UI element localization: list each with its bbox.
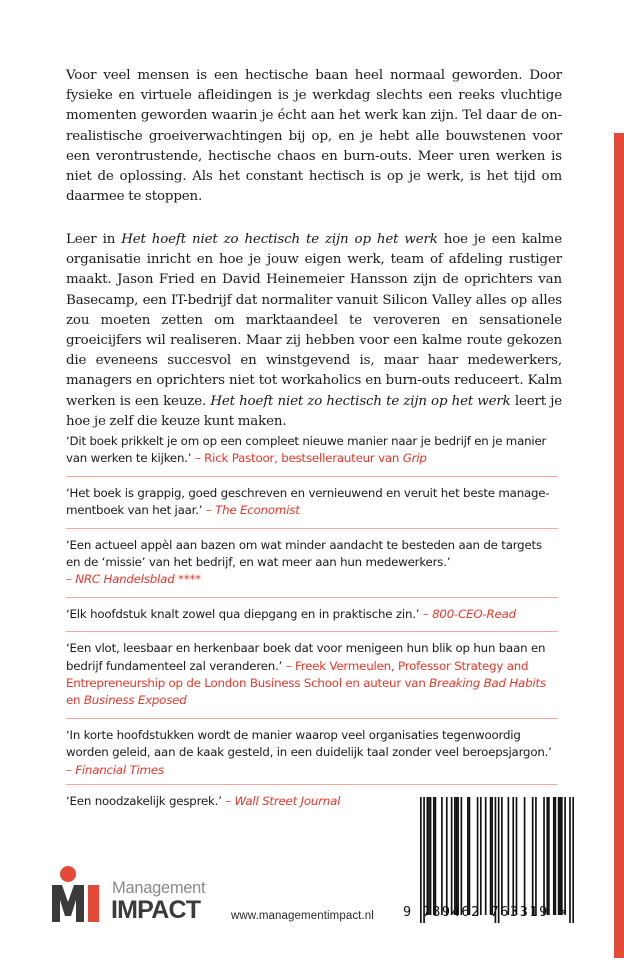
logo-red-dot xyxy=(60,866,76,882)
barcode-bar xyxy=(441,797,443,915)
review-quote xyxy=(66,727,558,787)
barcode-bar xyxy=(561,797,563,915)
quote-text: ‘Een vlot, leesbaar en herkenbaar boek dat voor menigeen hun blik op hun baan en bedrijf fundamenteel zal veranderen.’ xyxy=(66,641,546,673)
barcode-bar xyxy=(572,797,574,923)
barcode-bar xyxy=(477,797,479,915)
blurb-paragraph-1: Voor veel mensen is een hectische baan heel normaal geworden. Door fysieke en virtuele afleidingen is je werkdag slechts een reeks vluchtige momenten geworden waarin je écht aan het werk kan zijn. Tel daar de onrealistische groeiverwachtingen bij op, en je hebt alle bouwstenen voor een verontrustende, hectische chaos en burn-outs. Meer uren werken is niet de oplossing. Als het constant hectisch is op je werk, is het tijd om daarmee te stoppen. xyxy=(66,68,562,205)
logo-letter-i xyxy=(88,885,99,922)
logo-text-impact: IMPACT xyxy=(111,896,201,924)
review-quote xyxy=(66,433,558,477)
barcode-bar xyxy=(435,797,437,915)
quote-text: ‘In korte hoofdstukken wordt de manier waarop veel organisaties tegenwoordig worden geleid, aan de kaak gesteld, in een duidelijk taal zonder veel beroepsjargon.’ xyxy=(66,727,552,760)
barcode-bar xyxy=(461,797,463,915)
review-quote xyxy=(66,537,558,598)
publisher-website[interactable]: www.managementimpact.nl xyxy=(231,910,374,922)
logo-text-management: Management xyxy=(112,879,206,897)
quote-text: ‘Een noodzakelijk gesprek.’ xyxy=(66,794,226,808)
barcode-bar xyxy=(491,797,493,915)
quote-attribution: – 800-CEO-Read xyxy=(422,606,516,621)
barcode-bar xyxy=(559,797,561,915)
attribution-title: Breaking Bad Habits xyxy=(429,676,546,691)
attribution-text: en xyxy=(66,693,84,708)
barcode-bar xyxy=(558,797,560,915)
barcode-bar xyxy=(553,797,555,915)
quote-attribution: – NRC Handelsblad **** xyxy=(66,572,201,587)
isbn-number: 9 789462 763319 > xyxy=(403,904,569,920)
quote-attribution xyxy=(195,451,427,465)
review-quote xyxy=(66,606,558,632)
quote-text: ‘Elk hoofdstuk knalt zowel qua diepgang en in praktische zin.’ xyxy=(66,606,423,621)
barcode-bar xyxy=(524,797,526,915)
barcode-bar xyxy=(485,797,487,915)
barcode-bar xyxy=(548,797,550,915)
blurb-text: leert je hoe je zelf die keuze kunt maken. xyxy=(66,393,562,429)
side-accent-bar xyxy=(614,133,624,958)
attribution-text: – Rick Pastoor, bestsellerauteur van xyxy=(194,451,403,466)
barcode-bar xyxy=(454,797,456,915)
barcode-bar xyxy=(467,797,469,915)
barcode-bar xyxy=(569,797,571,923)
barcode-bar xyxy=(480,797,482,915)
quote-attribution: – Financial Times xyxy=(66,762,164,777)
barcode-bar xyxy=(535,797,537,915)
barcode-bar xyxy=(426,797,428,915)
quote-text: ‘Een actueel appèl aan bazen om wat minder aandacht te besteden aan de targets en de ‘missie’ van het bedrijf, en wat meer aan hun medewerkers.’ xyxy=(66,537,542,570)
blurb-text: Leer in xyxy=(66,232,122,247)
publisher-logo xyxy=(52,864,222,924)
quote-text: ‘Dit boek prikkelt je om op een compleet nieuwe manier naar je bedrijf en je manier van werken te kijken.’ xyxy=(66,434,547,466)
review-quotes xyxy=(66,433,558,795)
barcode-bar xyxy=(428,797,430,915)
barcode-bar xyxy=(508,797,510,915)
review-quote xyxy=(66,485,558,529)
review-quote xyxy=(66,640,558,719)
barcode-bar xyxy=(543,797,545,915)
attribution-title: Grip xyxy=(402,451,427,466)
quote-text: ‘Het boek is grappig, goed geschreven en vernieuwend en veruit het beste managementboek van het jaar.’ xyxy=(66,485,550,518)
book-title: Het hoeft niet zo hectisch te zijn op het werk xyxy=(210,393,511,409)
blurb-text: hoe je een kalme organisatie inricht en hoe je jouw eigen werk, team of afdeling rustiger maakt. Jason Fried en David Heinemeier Hansson zijn de oprichters van Basecamp, een IT-bedrijf dat normaliter vanuit Silicon Valley alles op alles zou moeten zetten om marktaandeel te veroveren en sensationele groeicijfers wil realiseren. Maar zij hebben voor een kalme route gekozen die eveneens succesvol en winstgevend is, maar haar medewerkers, managers en oprichters niet tot workaholics en burn-outs reduceert. Kalm werken is een keuze. xyxy=(66,232,563,409)
quote-divider xyxy=(66,784,557,785)
attribution-text: – Freek Vermeulen, Professor Strategy and Entrepreneurship op de London Business School en auteur van xyxy=(66,658,529,691)
barcode-bar xyxy=(457,797,459,915)
barcode-bar xyxy=(546,797,548,915)
logo-letter-m xyxy=(52,885,84,922)
barcode-bar xyxy=(555,797,557,915)
barcode-bar xyxy=(469,797,471,915)
barcode-bar xyxy=(490,797,492,915)
management-impact-logo-icon xyxy=(52,864,108,924)
quote-attribution: – The Economist xyxy=(205,503,300,518)
attribution-title: Business Exposed xyxy=(83,693,187,708)
barcode-bar xyxy=(430,797,432,915)
quote-attribution: – Wall Street Journal xyxy=(225,794,341,808)
book-title: Het hoeft niet zo hectisch te zijn op het werk xyxy=(121,232,438,247)
barcode-bar xyxy=(433,797,435,915)
barcode-bar xyxy=(532,797,534,915)
blurb-paragraph-2 xyxy=(66,230,562,432)
barcode-bar xyxy=(512,797,514,915)
barcode-bar xyxy=(451,797,453,915)
barcode-bar xyxy=(456,797,458,915)
barcode-bar xyxy=(564,797,566,915)
barcode-bar xyxy=(516,797,518,915)
barcode-bar xyxy=(446,797,448,915)
barcode-bar xyxy=(501,797,503,915)
